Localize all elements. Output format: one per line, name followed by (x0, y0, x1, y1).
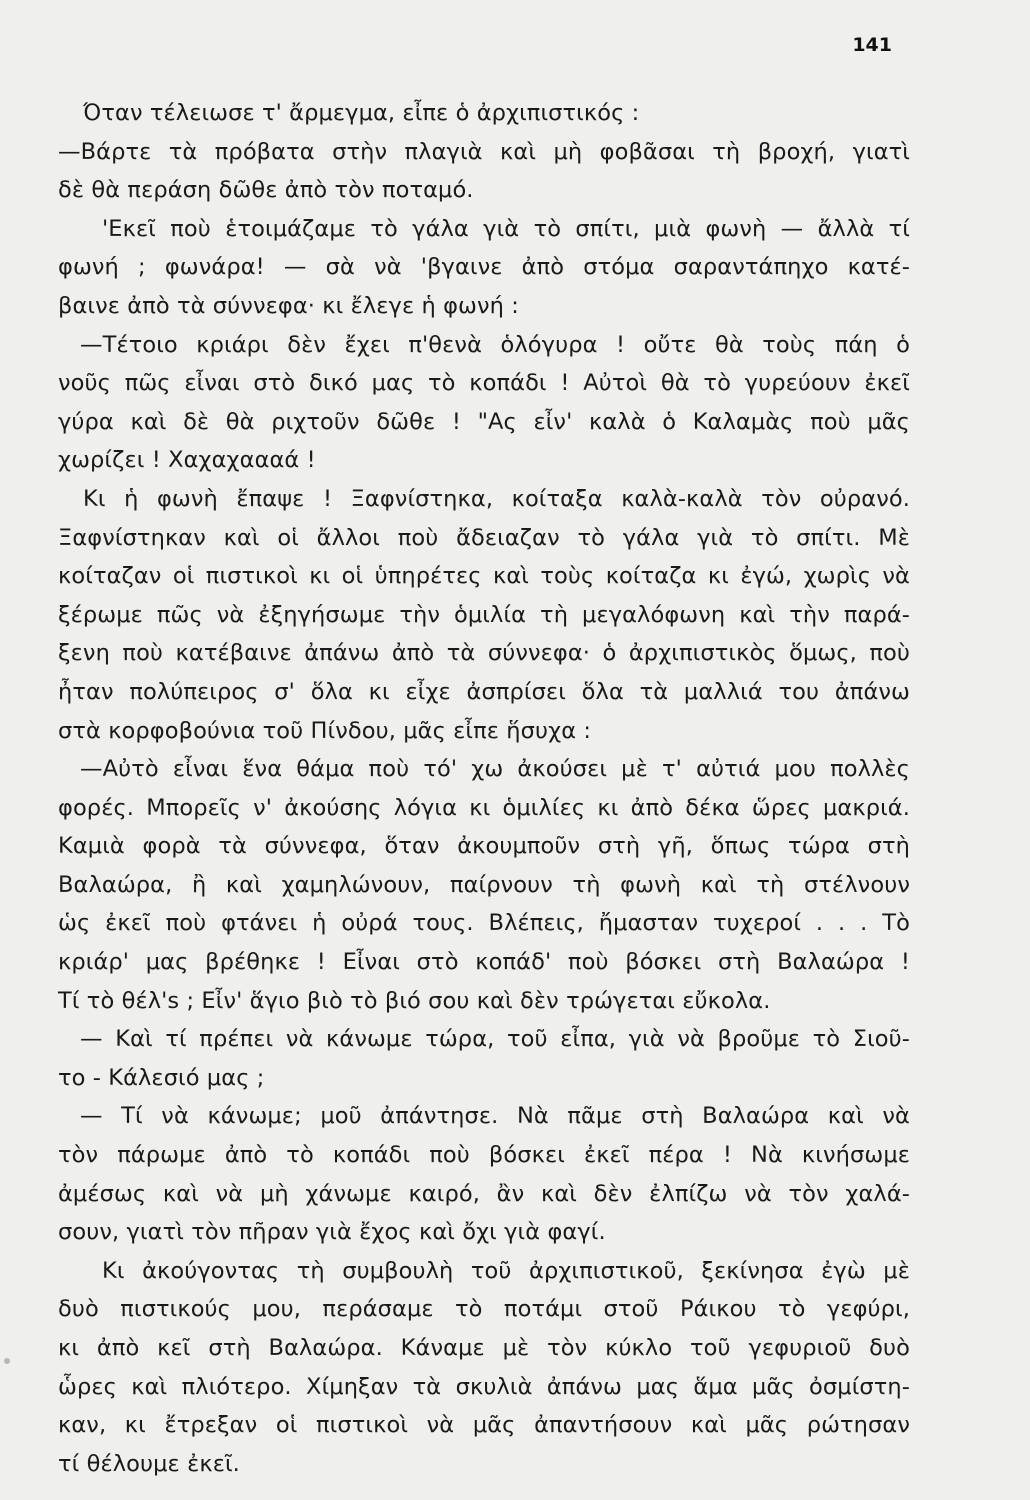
text-line: Βαλαώρα, ἢ καὶ χαμηλώνουν, παίρνουν τὴ φωνὴ καὶ τὴ στέλνουν (58, 871, 910, 898)
text-line: κι ἀπὸ κεῖ στὴ Βαλαώρα. Κάναμε μὲ τὸν κύκλο τοῦ γεφυριοῦ δυὸ (58, 1335, 910, 1361)
text-line: —Αὐτὸ εἶναι ἕνα θάμα ποὺ τό' χω ἀκούσει μὲ τ' αὐτιά μου πολλὲς (80, 756, 910, 783)
text-line: ἦταν πολύπειρος σ' ὅλα κι εἶχε ἀσπρίσει ὅλα τὰ μαλλιά του ἀπάνω (58, 678, 910, 705)
text-line: χωρίζει ! Χαχαχαααά ! (58, 447, 316, 474)
text-line: Όταν τέλειωσε τ' ἄρμεγμα, εἶπε ὁ ἀρχιπιστικός : (83, 100, 640, 126)
text-line: γύρα καὶ δὲ θὰ ριχτοῦν δῶθε ! "Ας εἶν' καλὰ ὁ Καλαμὰς ποὺ μᾶς (58, 408, 910, 435)
text-line: νοῦς πῶς εἶναι στὸ δικό μας τὸ κοπάδι ! Αὐτοὶ θὰ τὸ γυρεύουν ἐκεῖ (58, 370, 910, 397)
text-line: φορές. Μπορεῖς ν' ἀκούσης λόγια κι ὁμιλίες κι ἀπὸ δέκα ὥρες μακριά. (58, 794, 910, 821)
text-line: δὲ θὰ περάση δῶθε ἀπὸ τὸν ποταμό. (58, 177, 474, 204)
text-line: στὰ κορφοβούνια τοῦ Πίνδου, μᾶς εἶπε ἥσυχα : (58, 717, 592, 744)
text-line: Κι ἀκούγοντας τὴ συμβουλὴ τοῦ ἀρχιπιστικοῦ, ξεκίνησα ἐγὼ μὲ (102, 1257, 910, 1284)
text-line: καν, κι ἔτρεξαν οἱ πιστικοὶ νὰ μᾶς ἀπαντήσουν καὶ μᾶς ρώτησαν (58, 1412, 910, 1439)
text-line: δυὸ πιστικούς μου, περάσαμε τὸ ποτάμι στοῦ Ράικου τὸ γεφύρι, (58, 1296, 910, 1323)
text-line: 'Εκεῖ ποὺ ἑτοιμάζαμε τὸ γάλα γιὰ τὸ σπίτι, μιὰ φωνὴ — ἄλλὰ τί (102, 215, 910, 242)
body-text (58, 94, 910, 1483)
text-line: —Τέτοιο κριάρι δὲν ἔχει π'θενὰ ὁλόγυρα ! οὔτε θὰ τοὺς πάη ὁ (80, 331, 910, 358)
text-line: ὡς ἐκεῖ ποὺ φτάνει ἡ οὐρά τους. Βλέπεις, ἤμασταν τυχεροί . . . Τὸ (58, 910, 910, 937)
margin-speck (4, 1358, 10, 1364)
page-number: 141 (852, 34, 892, 56)
text-line: — Τί νὰ κάνωμε; μοῦ ἀπάντησε. Νὰ πᾶμε στὴ Βαλαώρα καὶ νὰ (80, 1103, 910, 1130)
text-line: το - Κάλεσιό μας ; (58, 1064, 265, 1091)
text-line: ὧρες καὶ πλιότερο. Χίμηξαν τὰ σκυλιὰ ἀπάνω μας ἅμα μᾶς ὀσμίστη- (58, 1373, 910, 1400)
text-line: βαινε ἀπὸ τὰ σύννεφα· κι ἔλεγε ἡ φωνή : (58, 292, 519, 319)
text-line: Κι ἡ φωνὴ ἔπαψε ! Ξαφνίστηκα, κοίταξα καλὰ-καλὰ τὸν οὐρανό. (83, 485, 910, 512)
text-line: —Βάρτε τὰ πρόβατα στὴν πλαγιὰ καὶ μὴ φοβᾶσαι τὴ βροχή, γιατὶ (58, 138, 910, 165)
text-line: ἀμέσως καὶ νὰ μὴ χάνωμε καιρό, ἂν καὶ δὲν ἐλπίζω νὰ τὸν χαλά- (58, 1180, 910, 1207)
text-line: κοίταζαν οἱ πιστικοὶ κι οἱ ὑπηρέτες καὶ τοὺς κοίταζα κι ἐγώ, χωρὶς νὰ (58, 563, 910, 590)
text-line: τί θέλουμε ἐκεῖ. (58, 1450, 240, 1477)
text-line: κριάρ' μας βρέθηκε ! Εἶναι στὸ κοπάδ' ποὺ βόσκει στὴ Βαλαώρα ! (58, 949, 910, 976)
text-line: — Καὶ τί πρέπει νὰ κάνωμε τώρα, τοῦ εἶπα, γιὰ νὰ βροῦμε τὸ Σιοῦ- (80, 1026, 910, 1053)
text-line: Καμιὰ φορὰ τὰ σύννεφα, ὅταν ἀκουμποῦν στὴ γῆ, ὅπως τώρα στὴ (58, 833, 910, 860)
text-line: Ξαφνίστηκαν καὶ οἱ ἄλλοι ποὺ ἄδειαζαν τὸ γάλα γιὰ τὸ σπίτι. Μὲ (58, 524, 910, 551)
text-line: Τί τὸ θέλ's ; Εἶν' ἅγιο βιὸ τὸ βιό σου καὶ δὲν τρώγεται εὔκολα. (58, 987, 771, 1014)
text-line: φωνή ; φωνάρα! — σὰ νὰ 'βγαινε ἀπὸ στόμα σαραντάπηχο κατέ- (58, 254, 910, 281)
text-line: τὸν πάρωμε ἀπὸ τὸ κοπάδι ποὺ βόσκει ἐκεῖ πέρα ! Νὰ κινήσωμε (58, 1142, 910, 1169)
text-line: ξενη ποὺ κατέβαινε ἀπάνω ἀπὸ τὰ σύννεφα· ὁ ἀρχιπιστικὸς ὅμως, ποὺ (58, 640, 910, 667)
text-line: σουν, γιατὶ τὸν πῆραν γιὰ ἔχος καὶ ὄχι γιὰ φαγί. (58, 1219, 606, 1246)
text-line: ξέρωμε πῶς νὰ ἐξηγήσωμε τὴν ὁμιλία τὴ μεγαλόφωνη καὶ τὴν παρά- (58, 601, 910, 628)
